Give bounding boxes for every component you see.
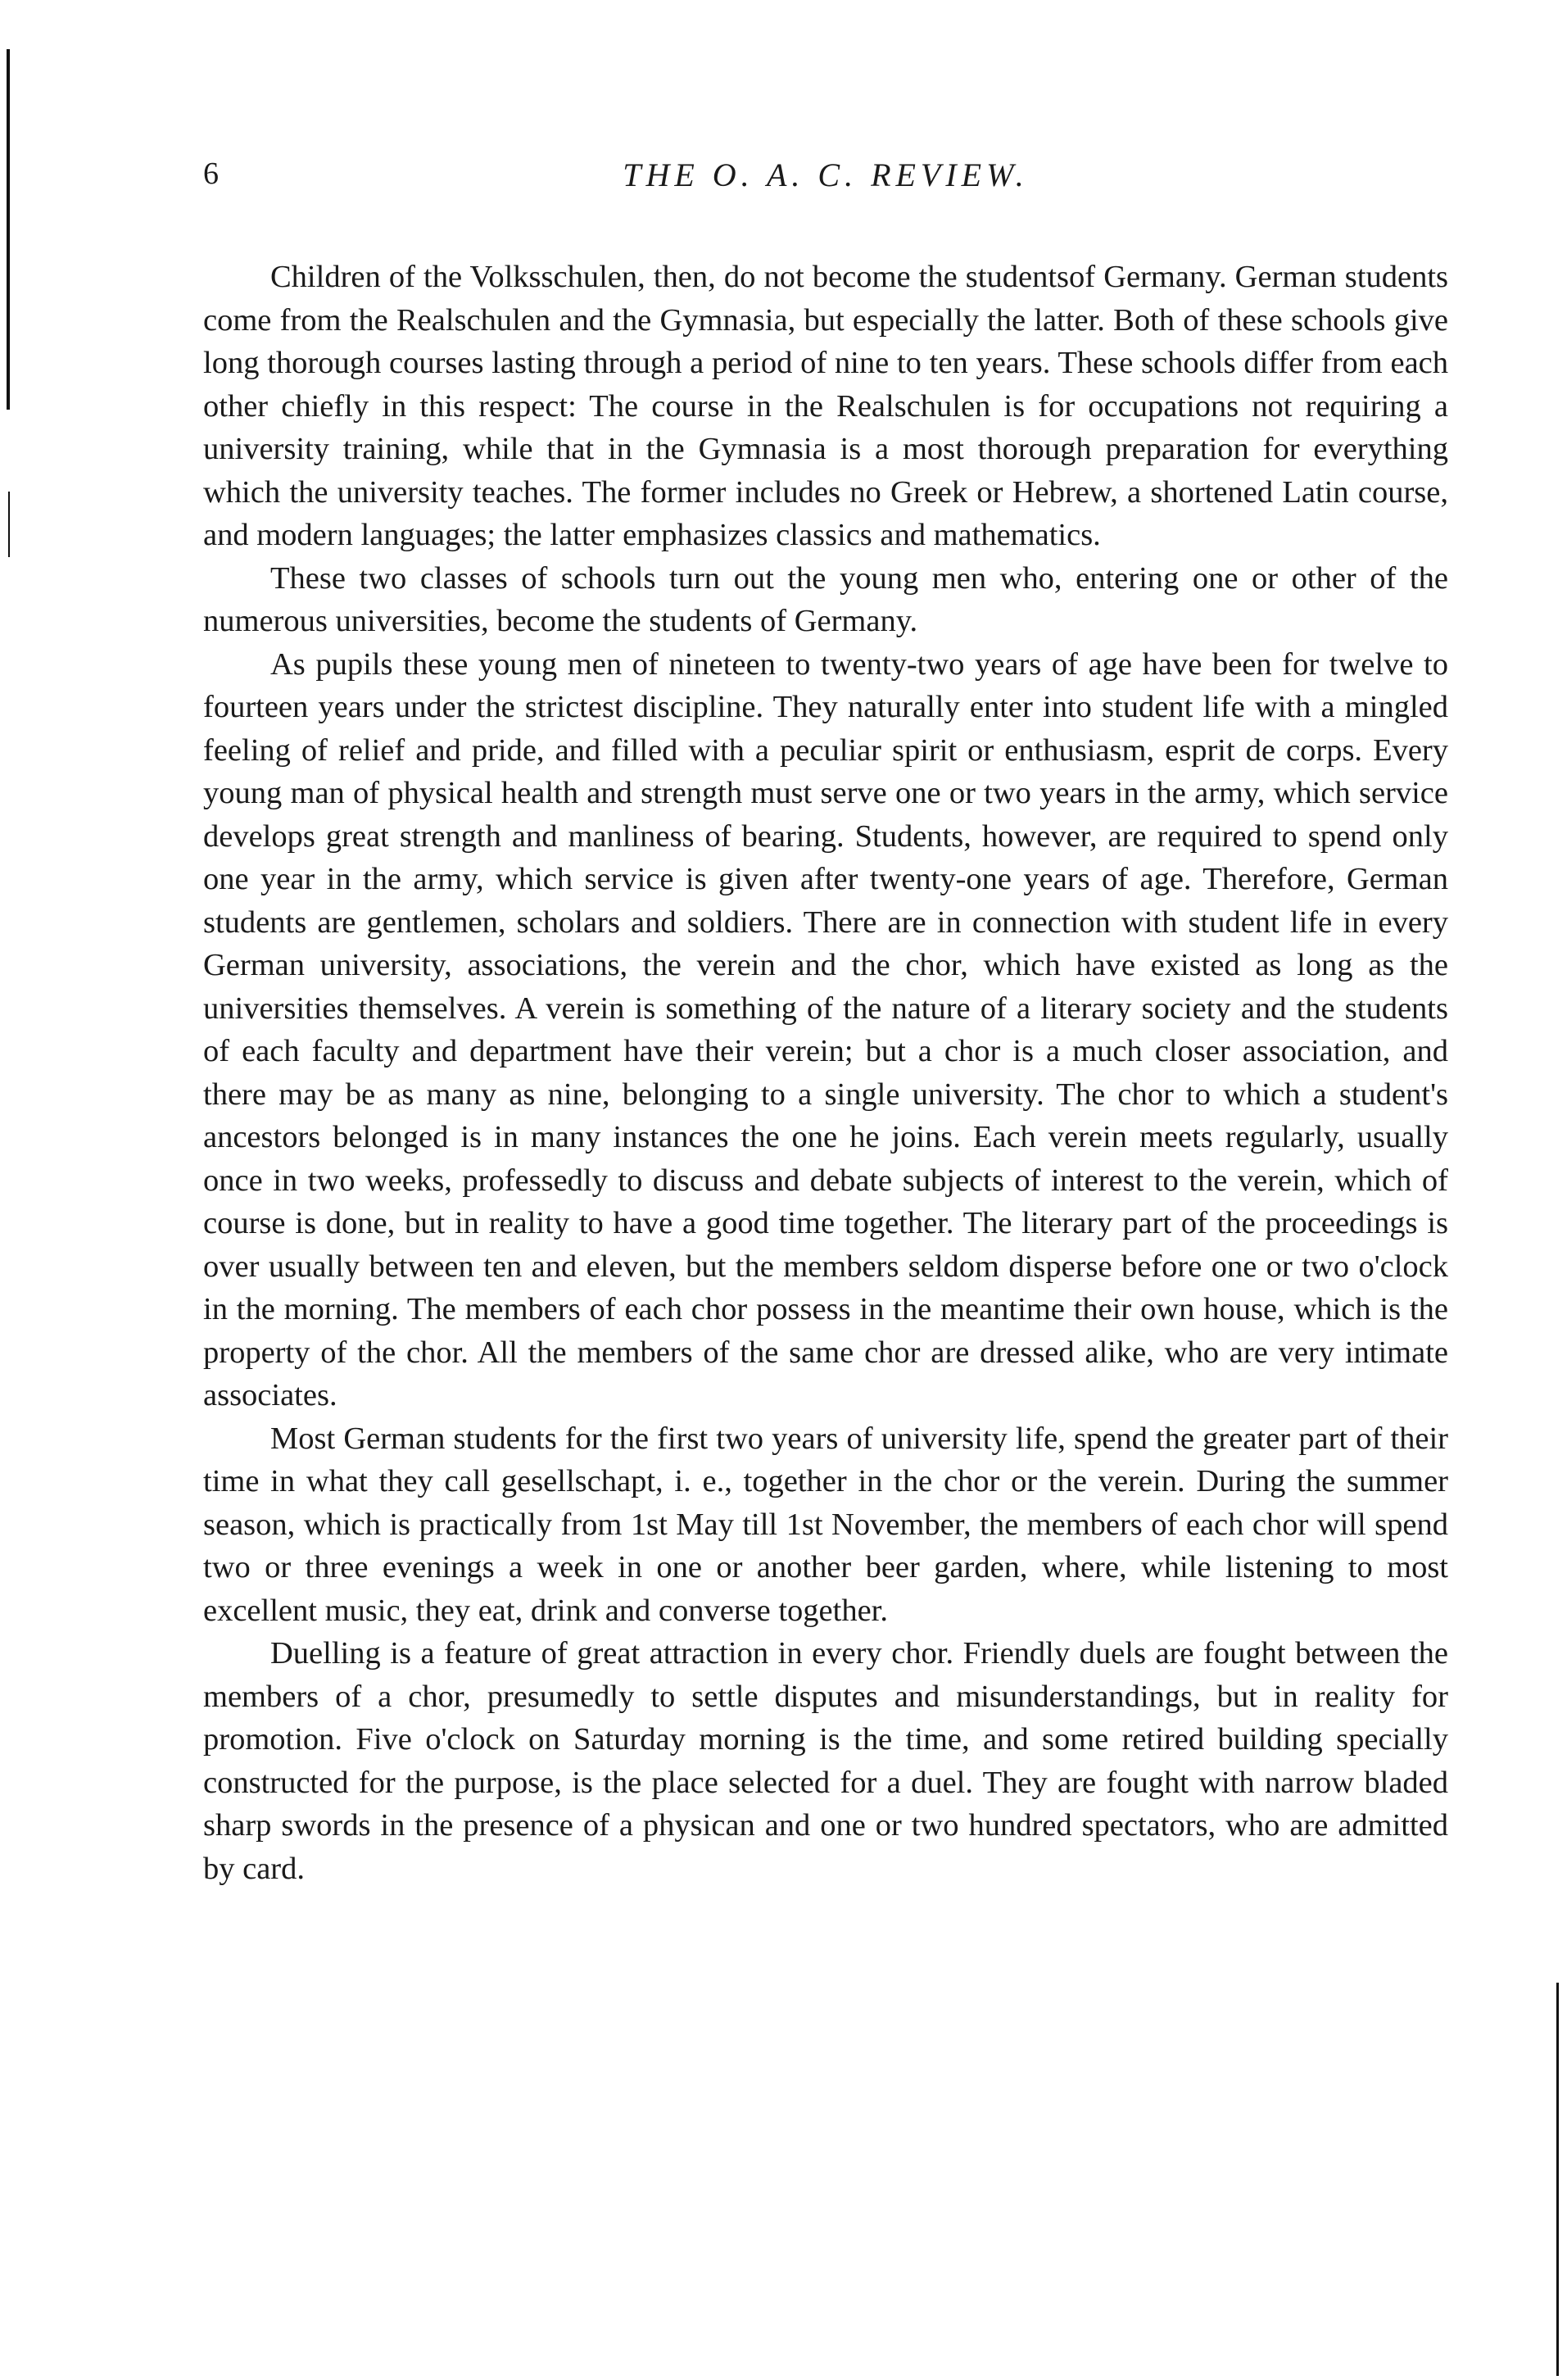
scan-edge-mark-left-lower [8,492,10,557]
running-title: THE O. A. C. REVIEW. [623,156,1029,193]
article-body [203,256,1448,1890]
paragraph: These two classes of schools turn out the young men who, entering one or other of the numerous universities, become the students of Germany. [203,560,1448,638]
paragraph: Children of the Volksschulen, then, do not become the studentsof Germany. German students come from the Realschulen and the Gymnasia, but especially the latter. Both of these schools give long thorough courses lasting through a period of nine to ten years. These schools differ from each other chiefly in this respect: The course in the Realschulen is for occupations not requiring a university training, while that in the Gymnasia is a most thorough preparation for everything which the university teaches. The former includes no Greek or Hebrew, a shortened Latin course, and modern languages; the latter emphasizes classics and mathematics. [203,260,1448,552]
page-number: 6 [203,156,219,191]
scan-edge-mark-right [1556,1983,1559,2376]
page-header [203,156,1448,205]
scan-edge-mark-left [7,49,10,410]
paragraph: Duelling is a feature of great attraction in every chor. Friendly duels are fought between the members of a chor, presumedly to settle disputes and misunderstandings, but in reality for promotion. Five o'clock on Saturday morning is the time, and some retired building specially constructed for the purpose, is the place selected for a duel. They are fought with narrow bladed sharp swords in the presence of a physican and one or two hundred spectators, who are admitted by card. [203,1636,1448,1886]
paragraph: As pupils these young men of nineteen to twenty-two years of age have been for twelve to fourteen years under the strictest discipline. They naturally enter into student life with a mingled feeling of relief and pride, and filled with a peculiar spirit or enthusiasm, esprit de corps. Every young man of physical health and strength must serve one or two years in the army, which service develops great strength and manliness of bearing. Students, however, are required to spend only one year in the army, which service is given after twenty-one years of age. Therefore, German students are gentlemen, scholars and soldiers. There are in connection with student life in every German university, associations, the verein and the chor, which have existed as long as the universities themselves. A verein is something of the nature of a literary society and the students of each faculty and department have their verein; but a chor is a much closer association, and there may be as many as nine, belonging to a single university. The chor to which a student's ancestors belonged is in many instances the one he joins. Each verein meets regularly, usually once in two weeks, professedly to discuss and debate subjects of interest to the verein, which of course is done, but in reality to have a good time together. The literary part of the proceedings is over usually between ten and eleven, but the members seldom disperse before one or two o'clock in the morning. The members of each chor possess in the meantime their own house, which is the property of the chor. All the members of the same chor are dressed alike, who are very intimate associates. [203,646,1448,1412]
paragraph: Most German students for the first two years of university life, spend the greater part of their time in what they call gesellschapt, i. e., together in the chor or the verein. During the summer season, which is practically from 1st May till 1st November, the members of each chor will spend two or three evenings a week in one or another beer garden, where, while listening to most excellent music, they eat, drink and converse together. [203,1421,1448,1628]
